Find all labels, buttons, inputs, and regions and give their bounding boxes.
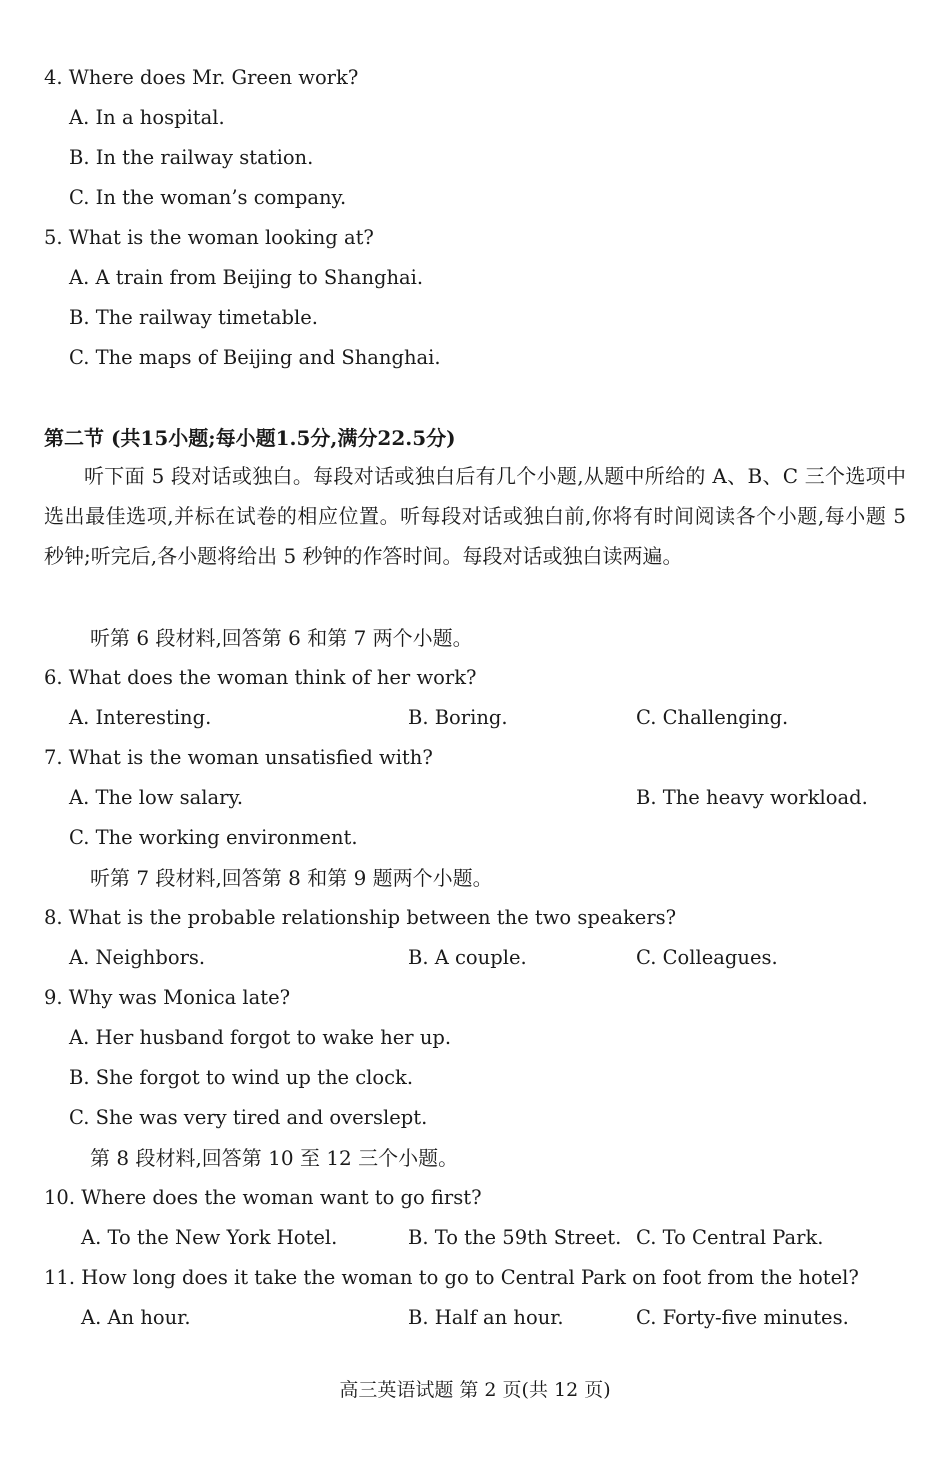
question-10-option-c: C. To Central Park. [636, 1226, 824, 1249]
question-8-option-a: A. Neighbors. [69, 946, 206, 969]
question-5-option-b: B. The railway timetable. [69, 306, 319, 329]
question-6-stem: 6. What does the woman think of her work? [44, 666, 477, 689]
question-7-stem: 7. What is the woman unsatisfied with? [44, 746, 433, 769]
question-11-stem: 11. How long does it take the woman to go to Central Park on foot from the hotel? [44, 1266, 859, 1289]
question-7-option-c: C. The working environment. [69, 826, 358, 849]
question-8-option-c: C. Colleagues. [636, 946, 778, 969]
question-10-option-a: A. To the New York Hotel. [81, 1226, 338, 1249]
question-10-option-b: B. To the 59th Street. [408, 1226, 622, 1249]
material-6-instruction: 听第 6 段材料,回答第 6 和第 7 两个小题。 [90, 626, 473, 650]
question-4-option-b: B. In the railway station. [69, 146, 314, 169]
question-9-option-b: B. She forgot to wind up the clock. [69, 1066, 414, 1089]
question-6-option-c: C. Challenging. [636, 706, 789, 729]
question-9-stem: 9. Why was Monica late? [44, 986, 291, 1009]
question-7-option-a: A. The low salary. [69, 786, 244, 809]
material-7-instruction: 听第 7 段材料,回答第 8 和第 9 题两个小题。 [90, 866, 493, 890]
section-heading: 第二节 (共15小题;每小题1.5分,满分22.5分) [44, 426, 456, 450]
question-8-stem: 8. What is the probable relationship between the two speakers? [44, 906, 677, 929]
question-11-option-c: C. Forty-five minutes. [636, 1306, 849, 1329]
question-6-option-a: A. Interesting. [69, 706, 212, 729]
page-footer: 高三英语试题 第 2 页(共 12 页) [339, 1379, 611, 1401]
material-8-instruction: 第 8 段材料,回答第 10 至 12 三个小题。 [90, 1146, 459, 1170]
question-10-stem: 10. Where does the woman want to go first? [44, 1186, 482, 1209]
question-5-option-a: A. A train from Beijing to Shanghai. [69, 266, 424, 289]
question-5-option-c: C. The maps of Beijing and Shanghai. [69, 346, 441, 369]
question-5-stem: 5. What is the woman looking at? [44, 226, 374, 249]
question-11-option-b: B. Half an hour. [408, 1306, 564, 1329]
question-9-option-a: A. Her husband forgot to wake her up. [69, 1026, 452, 1049]
question-6-option-b: B. Boring. [408, 706, 508, 729]
question-4-stem: 4. Where does Mr. Green work? [44, 66, 359, 89]
question-4-option-a: A. In a hospital. [69, 106, 225, 129]
question-9-option-c: C. She was very tired and overslept. [69, 1106, 428, 1129]
question-8-option-b: B. A couple. [408, 946, 527, 969]
question-4-option-c: C. In the woman’s company. [69, 186, 347, 209]
section-instructions: 听下面 5 段对话或独白。每段对话或独白后有几个小题,从题中所给的 A、B、C 三个选项中选出最佳选项,并标在试卷的相应位置。听每段对话或独白前,你将有时间阅读各个小题,每小题 5 秒钟;听完后,各小题将给出 5 秒钟的作答时间。每段对话或独白读两遍。 [44, 464, 906, 568]
question-11-option-a: A. An hour. [81, 1306, 191, 1329]
question-7-option-b: B. The heavy workload. [636, 786, 868, 809]
